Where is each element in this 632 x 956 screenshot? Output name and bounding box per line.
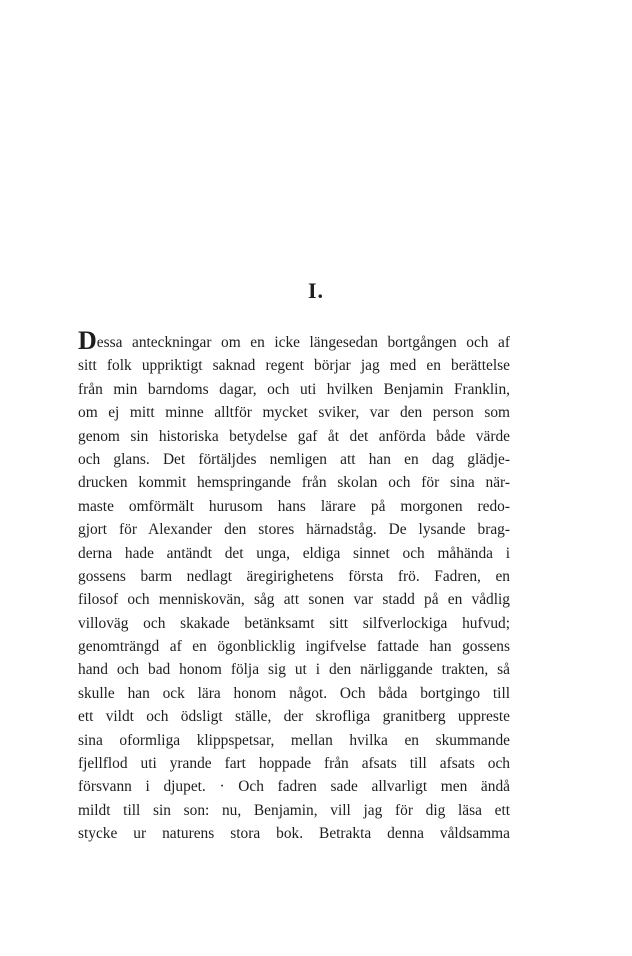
text-line: filosof och menniskovän, såg att sonen var stadd på en vådlig bbox=[78, 591, 510, 609]
text-line: hand och bad honom följa sig ut i den närliggande trakten, så bbox=[78, 661, 510, 679]
text-line: sina oformliga klippspetsar, mellan hvilka en skummande bbox=[78, 731, 510, 749]
text-line: derna hade antändt det unga, eldiga sinnet och måhända i bbox=[78, 544, 510, 562]
text-line: sitt folk uppriktigt saknad regent börjar jag med en berättelse bbox=[78, 357, 510, 375]
text-line: om ej mitt minne alltför mycket sviker, var den person som bbox=[78, 404, 510, 422]
chapter-heading: I. bbox=[307, 278, 325, 303]
text-line: genom sin historiska betydelse gaf åt det anförda både värde bbox=[78, 427, 510, 445]
text-line: gjort för Alexander den stores härnadståg. De lysande brag- bbox=[78, 521, 510, 539]
text-line: gossens barm nedlagt äregirighetens första frö. Fadren, en bbox=[78, 567, 510, 585]
body-text bbox=[78, 331, 510, 846]
text-line: försvann i djupet. · Och fadren sade allvarligt men ändå bbox=[78, 778, 510, 796]
text-line: maste omförmält hurusom hans lärare på morgonen redo- bbox=[78, 497, 510, 515]
text-line: stycke ur naturens stora bok. Betrakta denna våldsamma bbox=[78, 825, 510, 843]
text-line: genomträngd af en ögonblicklig ingifvelse fattade han gossens bbox=[78, 638, 510, 656]
text-line: ett vildt och ödsligt ställe, der skrofliga granitberg uppreste bbox=[78, 708, 510, 726]
text-line: skulle han ock lära honom något. Och båda bortgingo till bbox=[78, 684, 510, 702]
text-line-content: essa anteckningar om en icke längesedan bortgången och af bbox=[96, 334, 510, 351]
text-line: från min barndoms dagar, och uti hvilken Benjamin Franklin, bbox=[78, 380, 510, 398]
drop-cap: D bbox=[78, 331, 97, 355]
text-line: fjellflod uti yrande fart hoppade från afsats till afsats och bbox=[78, 755, 510, 773]
text-line bbox=[78, 331, 510, 354]
text-line: mildt till sin son: nu, Benjamin, vill jag för dig läsa ett bbox=[78, 801, 510, 819]
text-line: villoväg och skakade betänksamt sitt silfverlockiga hufvud; bbox=[78, 614, 510, 632]
text-line: och glans. Det förtäljdes nemligen att han en dag glädje- bbox=[78, 450, 510, 468]
text-line: drucken kommit hemspringande från skolan och för sina när- bbox=[78, 474, 510, 492]
